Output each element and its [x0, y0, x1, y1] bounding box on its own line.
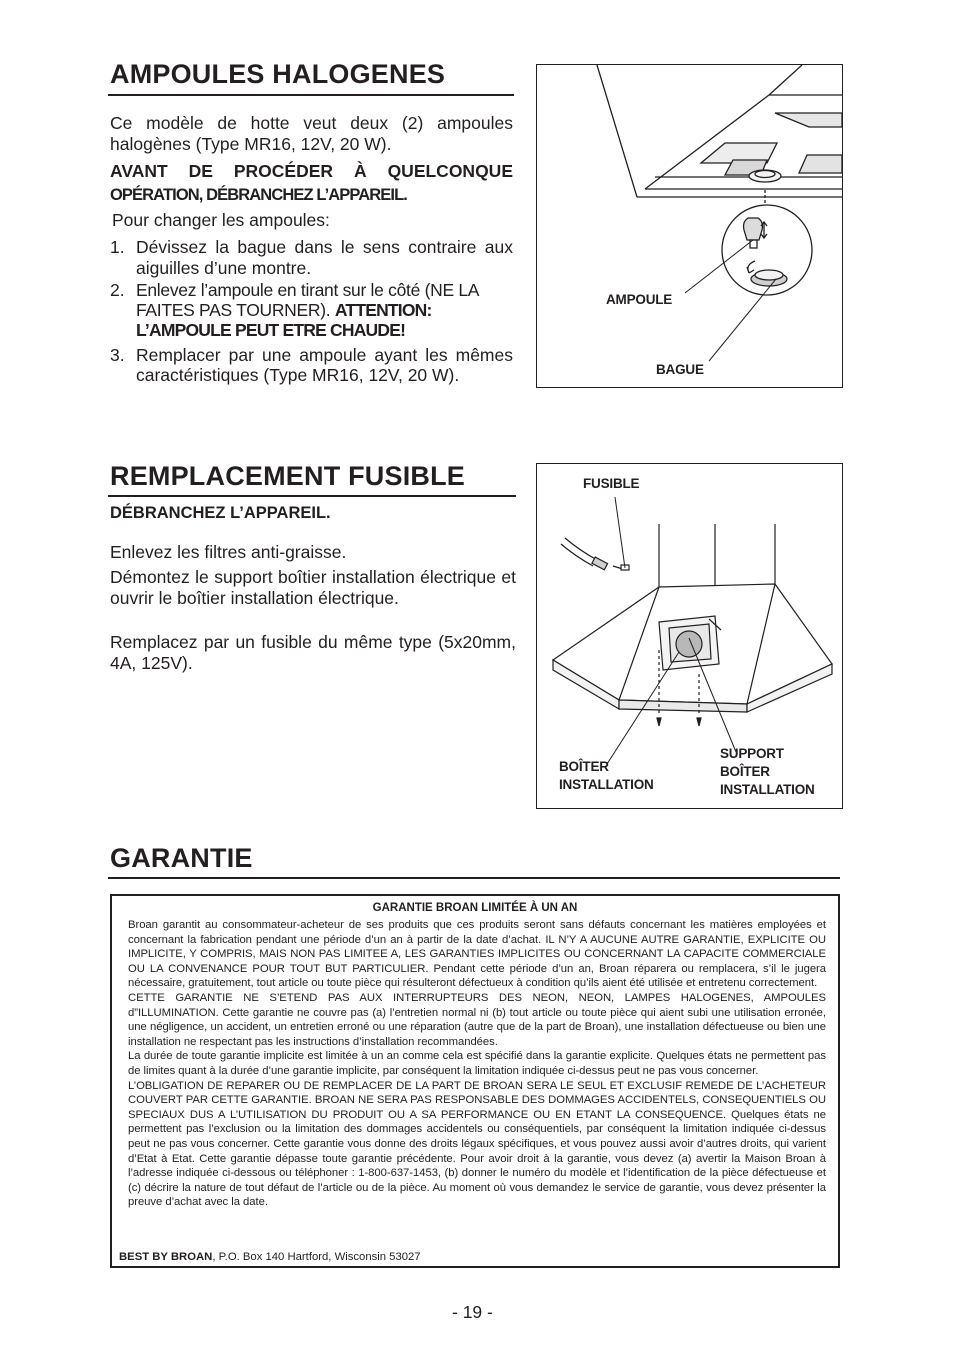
title-rule	[108, 877, 840, 879]
hood-fuse-illustration	[537, 464, 842, 808]
fuse-p2: Démontez le support boîtier installation électrique et ouvrir le boîtier installation électrique.	[110, 567, 516, 608]
list-item	[110, 280, 513, 340]
label-boiter-1: BOÎTER	[559, 759, 609, 774]
section-title-warranty: GARANTIE	[110, 843, 253, 873]
halogen-how-to: Pour changer les ampoules:	[112, 210, 330, 230]
warranty-paragraph: CETTE GARANTIE NE S’ETEND PAS AUX INTERRUPTEURS DES NEON, NEON, LAMPES HALOGENES, AMPOULES d”ILLUMINATION. Cette garantie ne couvre pas (a) l’entretien normal ni (b) tout article ou toute pièce qui aient subi une utilisation erronée, une négligence, un accident, un entretien erroné ou une réparation (autre que de la part de Broan), une installation défectueuse ou bien une installation ne respectant pas les instructions d’installation recommandées.	[128, 991, 826, 1048]
hood-lamp-illustration	[537, 65, 842, 387]
step-warning: ATTENTION: L’AMPOULE PEUT ETRE CHAUDE!	[136, 300, 432, 340]
warranty-box	[110, 894, 840, 1268]
halogen-warning-line1: AVANT DE PROCÉDER À QUELCONQUE	[110, 161, 513, 181]
title-rule	[108, 495, 516, 497]
brand-name: BEST BY BROAN	[119, 1251, 213, 1263]
halogen-intro: Ce modèle de hotte veut deux (2) ampoules halogènes (Type MR16, 12V, 20 W).	[110, 113, 513, 154]
brand-address: , P.O. Box 140 Hartford, Wisconsin 53027	[212, 1251, 421, 1263]
list-item	[110, 345, 513, 385]
title-rule	[108, 94, 514, 96]
step-number: 2.	[110, 280, 125, 300]
section-title-fuse: REMPLACEMENT FUSIBLE	[110, 461, 465, 491]
fuse-figure	[536, 463, 843, 809]
fuse-subtitle: DÉBRANCHEZ L’APPAREIL.	[110, 504, 331, 522]
warranty-footer	[119, 1251, 421, 1263]
warranty-paragraph: L’OBLIGATION DE REPARER OU DE REMPLACER DE LA PART DE BROAN SERA LE SEUL ET EXCLUSIF REMEDE DE L’ACHETEUR COUVERT PAR CETTE GARANTIE. BROAN NE SERA PAS RESPONSABLE DES DOMMAGES ACCIDENTELS, CONSEQUENTIELS OU SPECIAUX DUS A L’UTILISATION DU PRODUIT OU A SA PERFORMANCE OU EN ETANT LA CONSEQUENCE. Quelques états ne permettent pas l’exclusion ou la limitation des dommages accidentels ou conséquentiels, par conséquent la limitation indiquée ci-dessus peut ne pas vous concerner. Cette garantie vous donne des droits légaux spécifiques, et vous pouvez aussi avoir d’autres droits, qui varient d’Etat à Etat. Cette garantie dépasse toute garantie précédente. Pour avoir droit à la garantie, vous devez (a) avertir la Maison Broan à l’adresse indiquée ci-dessous ou téléphoner : 1-800-637-1453, (b) donner le numéro du modèle et l’identification de la pièce défectueuse et (c) décrire la nature de tout défaut de l’article ou de la pièce. Au moment où vous demandez le service de garantie, vous devez présenter la preuve d’achat avec la date.	[128, 1079, 826, 1209]
warranty-paragraph: Broan garantit au consommateur-acheteur de ses produits que ces produits seront sans défauts concernant les matières employées et concernant la fabrication pendant une période d’un an à partir de la date d’achat. IL N’Y A AUCUNE AUTRE GARANTIE, EXPLICITE OU IMPLICITE, Y COMPRIS, MAIS NON PAS LIMITEE A, LES GARANTIES IMPLICITES OU CONCERNANT LA CAPACITE COMMERCIALE OU LA CONVENANCE POUR TOUT BUT PARTICULIER. Pendant cette période d’un an, Broan réparera ou remplacera, s’il le jugera nécessaire, gratuitement, tout article ou toute pièce qui résulteront défectueux à condition qu’ils aient été utilisée et entretenu correctement.	[128, 919, 826, 990]
warranty-paragraph: La durée de toute garantie implicite est limitée à un an comme cela est spécifié dans la garantie explicite. Quelques états ne permettent pas de limites quant à la durée d’une garantie implicite, par conséquent la limitation indiquée ci-dessus peut ne pas vous concerner.	[128, 1050, 826, 1077]
page-number: - 19 -	[452, 1302, 493, 1322]
step-text: Remplacer par une ampoule ayant les mêmes caractéristiques (Type MR16, 12V, 20 W).	[136, 345, 513, 385]
section-title-halogen: AMPOULES HALOGENES	[110, 59, 446, 89]
label-ampoule: AMPOULE	[606, 292, 673, 307]
label-support-2: BOÎTER	[720, 764, 770, 779]
label-fusible: FUSIBLE	[583, 476, 640, 491]
fuse-p1: Enlevez les filtres anti-graisse.	[110, 542, 347, 562]
warranty-text	[128, 918, 826, 1210]
label-support-3: INSTALLATION	[720, 782, 815, 797]
step-number: 3.	[110, 345, 125, 365]
halogen-warning-line2: OPÉRATION, DÉBRANCHEZ L’APPAREIL.	[110, 186, 407, 204]
step-number: 1.	[110, 237, 125, 257]
halogen-figure	[536, 64, 843, 388]
fuse-p3: Remplacez par un fusible du même type (5x20mm, 4A, 125V).	[110, 632, 516, 673]
label-bague: BAGUE	[656, 362, 704, 377]
step-text: Dévissez la bague dans le sens contraire aux aiguilles d’une montre.	[136, 237, 513, 278]
label-support-1: SUPPORT	[720, 746, 784, 761]
step-text: Enlevez l’ampoule en tirant sur le côté (NE LA FAITES PAS TOURNER).	[136, 280, 479, 320]
halogen-steps	[110, 237, 513, 385]
warranty-title: GARANTIE BROAN LIMITÉE À UN AN	[372, 902, 578, 914]
label-boiter-2: INSTALLATION	[559, 777, 654, 792]
list-item	[110, 237, 513, 279]
